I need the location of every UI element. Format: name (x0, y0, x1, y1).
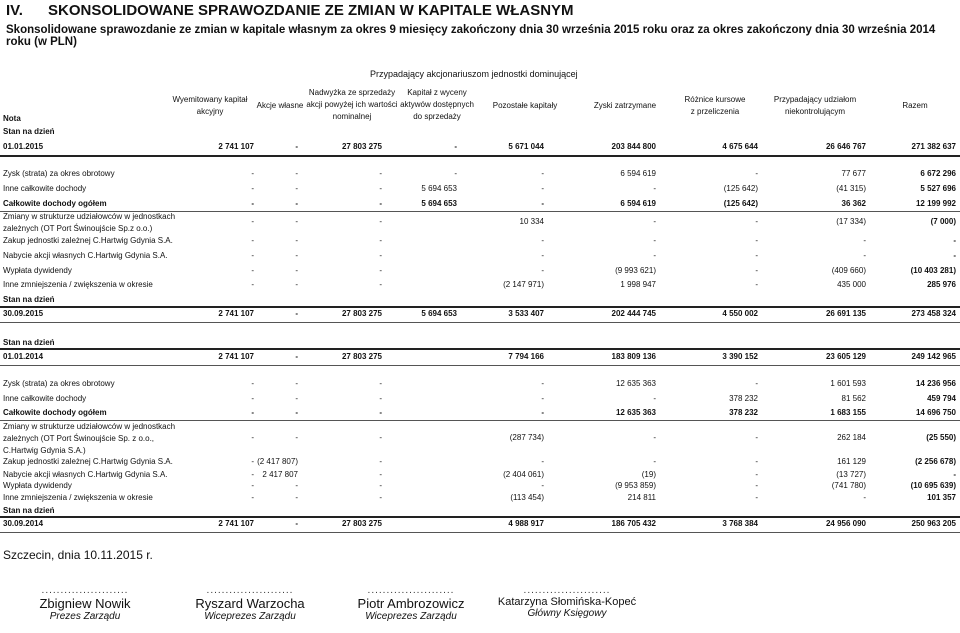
signer-name: Zbigniew Nowik (39, 596, 131, 611)
table-row: Całkowite dochody ogółem - - - 5 694 653 - 6 594 619 (125 642) 36 362 12 199 992 (3, 199, 956, 208)
signer-role: Wiceprezes Zarządu (204, 611, 296, 622)
signer-role: Główny Księgowy (527, 608, 607, 619)
col-header-retained: Zyski zatrzymane (593, 101, 657, 110)
col-header-other-capital: Pozostałe kapitały (492, 101, 558, 110)
divider (0, 155, 960, 157)
col-header-share-premium: Nadwyżka ze sprzedaży akcji powyżej ich wartości nominalnej (306, 88, 398, 121)
table-row-label-multiline: Zmiany w strukturze udziałowców w jednostkach zależnych (OT Port Świnoujście Sp.z o.o.) (3, 212, 176, 233)
signer-role: Prezes Zarządu (49, 611, 121, 622)
signer-role: Wiceprezes Zarządu (365, 611, 457, 622)
divider (0, 322, 960, 323)
signature-block: ....................... Zbigniew Nowik Prezes Zarządu (22, 586, 148, 622)
divider (0, 516, 960, 518)
col-header-nci: Przypadający udziałom niekontrolującym (773, 95, 857, 116)
table-row: Inne zmniejszenia / zwiększenia w okresie - - - (2 147 971) 1 998 947 - 435 000 285 976 (3, 280, 956, 289)
title-text: SKONSOLIDOWANE SPRAWOZDANIE ZE ZMIAN W KAPITALE WŁASNYM (48, 2, 574, 19)
signature-block: ....................... Katarzyna Słomińska-Kopeć Główny Księgowy (492, 586, 642, 619)
table-row: Zysk (strata) za okres obrotowy - - - - - 6 594 619 - 77 677 6 672 296 (3, 169, 956, 178)
stan-label: Stan na dzień (3, 506, 55, 515)
stan-label: Stan na dzień (3, 338, 55, 347)
section-number: IV. (6, 2, 23, 19)
col-header-treasury-shares: Akcje własne (256, 101, 304, 110)
divider (0, 348, 960, 350)
col-header-share-capital: Wyemitowany kapitał akcyjny (172, 95, 248, 116)
place-date: Szczecin, dnia 10.11.2015 r. (3, 548, 153, 562)
col-header-total: Razem (902, 101, 928, 110)
signer-name: Piotr Ambrozowicz (357, 596, 465, 611)
table-row: Wypłata dywidendy - - - - (9 953 859) - (741 780) (10 695 639) (3, 481, 956, 490)
table-row-open-2014: 01.01.2014 2 741 107 - 27 803 275 7 794 166 183 809 136 3 390 152 23 605 129 249 142 965 (3, 352, 956, 361)
signer-name: Ryszard Warzocha (195, 596, 305, 611)
col-header-revaluation: Kapitał z wyceny aktywów dostępnych do sprzedaży (400, 88, 474, 121)
stan-label: Stan na dzień (3, 295, 55, 304)
table-row: Nabycie akcji własnych C.Hartwig Gdynia S.A. - 2 417 807 - (2 404 061) (19) - (13 727) - (3, 470, 956, 479)
stan-header: Stan na dzień (3, 127, 55, 136)
signer-name: Katarzyna Słomińska-Kopeć (497, 596, 637, 608)
signature-block: ....................... Ryszard Warzocha Wiceprezes Zarządu (180, 586, 320, 622)
table-row: Zakup jednostki zależnej C.Hartwig Gdynia S.A. - - - - - - - - (3, 236, 956, 245)
signature-block: ....................... Piotr Ambrozowicz Wiceprezes Zarządu (340, 586, 482, 622)
col-header-fx: Różnice kursowe z przeliczenia (684, 95, 746, 116)
table-row-open-2015: 01.01.2015 2 741 107 - 27 803 275 - 5 671 044 203 844 800 4 675 644 26 646 767 271 382 637 (3, 142, 956, 151)
table-row: - - - 10 334 - - (17 334) (7 000) (251, 217, 956, 226)
table-row: Całkowite dochody ogółem - - - - 12 635 363 378 232 1 683 155 14 696 750 (3, 408, 956, 417)
statement-title (6, 2, 574, 19)
table-row: Inne całkowite dochody - - - - - 378 232 81 562 459 794 (3, 394, 956, 403)
group-header: Przypadający akcjonariuszom jednostki dominującej (370, 69, 578, 79)
statement-subtitle: Skonsolidowane sprawozdanie ze zmian w kapitale własnym za okres 9 miesięcy zakończony dnia 30 września 2015 roku oraz za okres zakończony dnia 30 września 2014 roku (w PLN) (6, 24, 936, 48)
divider (0, 306, 960, 308)
table-row: Nabycie akcji własnych C.Hartwig Gdynia S.A. - - - - - - - - (3, 251, 956, 260)
table-row-close-2015: 30.09.2015 2 741 107 - 27 803 275 5 694 653 3 533 407 202 444 745 4 550 002 26 691 135 273 458 324 (3, 309, 956, 318)
divider (0, 532, 960, 533)
table-row-close-2014: 30.09.2014 2 741 107 - 27 803 275 4 988 917 186 705 432 3 768 384 24 956 090 250 963 205 (3, 519, 956, 528)
table-row: Zysk (strata) za okres obrotowy - - - - 12 635 363 - 1 601 593 14 236 956 (3, 379, 956, 388)
table-row: Wypłata dywidendy - - - - (9 993 621) - (409 660) (10 403 281) (3, 266, 956, 275)
table-row: Inne zmniejszenia / zwiększenia w okresie - - - (113 454) 214 811 - - 101 357 (3, 493, 956, 502)
table-row-label-multiline: Zmiany w strukturze udziałowców w jednostkach zależnych (OT Port Świnoujście Sp. z o.o., C.Hartwig Gdynia S.A.) (3, 422, 176, 455)
table-row: Zakup jednostki zależnej C.Hartwig Gdynia S.A. - (2 417 807) - - - - 161 129 (2 256 678) (3, 457, 956, 466)
divider (0, 365, 960, 366)
table-row: Inne całkowite dochody - - - 5 694 653 - - (125 642) (41 315) 5 527 696 (3, 184, 956, 193)
table-row: - - - (287 734) - - 262 184 (25 550) (251, 433, 956, 442)
nota-header: Nota (3, 114, 21, 123)
